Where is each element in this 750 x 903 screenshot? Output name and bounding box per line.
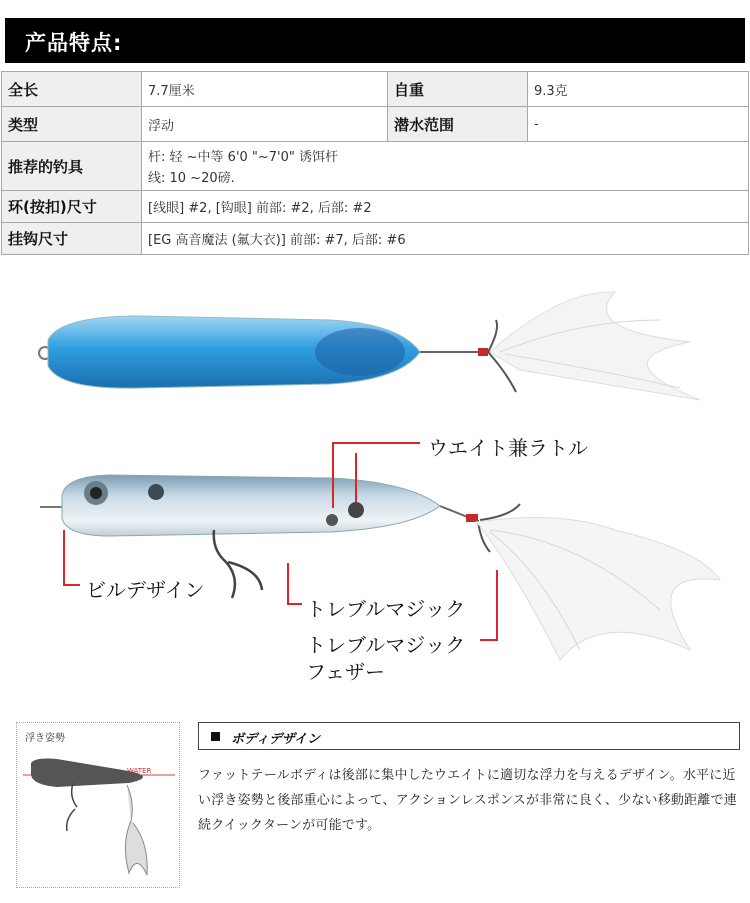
length-value: 7.7厘米 [142, 72, 388, 107]
posture-drawing [17, 723, 181, 889]
square-bullet-icon [211, 732, 220, 741]
header-bar [5, 18, 745, 63]
depth-label: 潜水范围 [388, 107, 528, 142]
weight-label: 自重 [388, 72, 528, 107]
top-lure [39, 292, 700, 400]
product-illustration [0, 280, 750, 690]
ring-label: 环(按扣)尺寸 [2, 191, 142, 223]
table-row [2, 107, 749, 142]
weight-value: 9.3克 [528, 72, 749, 107]
table-row [2, 72, 749, 107]
hook-value: [EG 高音魔法 (氟大衣)] 前部: #7, 后部: #6 [142, 223, 749, 255]
table-row [2, 223, 749, 255]
section-header [198, 722, 740, 750]
callout-weight-rattle: ウエイト兼ラトル [428, 436, 588, 460]
type-label: 类型 [2, 107, 142, 142]
tackle-value [142, 142, 749, 191]
table-row [2, 191, 749, 223]
length-label: 全长 [2, 72, 142, 107]
tackle-line: 线: 10 ~20磅. [148, 171, 235, 186]
body-design-description: ファットテールボディは後部に集中したウエイトに適切な浮力を与えるデザイン。水平に近い浮き姿勢と後部重心によって、アクションレスポンスが非常に良く、少ない移動距離で連続クイックターンが可能です。 [198, 768, 737, 833]
callout-treble-magic-feather: トレブルマジック [306, 633, 466, 657]
callout-bill-design: ビルデザイン [86, 578, 205, 602]
water-label: WATER [127, 767, 152, 775]
spec-table [1, 71, 749, 255]
diagram-caption: 浮き姿勢 [25, 733, 65, 744]
table-row [2, 142, 749, 191]
type-value: 浮动 [142, 107, 388, 142]
floating-posture-diagram [16, 722, 180, 888]
section-title: ボディデザイン [231, 732, 321, 747]
ring-value: [线眼] #2, [钩眼] 前部: #2, 后部: #2 [142, 191, 749, 223]
callout-treble-magic: トレブルマジック [306, 597, 466, 621]
hook-label: 挂钩尺寸 [2, 223, 142, 255]
callout-feather: フェザー [306, 660, 385, 684]
tackle-label: 推荐的钓具 [2, 142, 142, 191]
page-title: 产品特点: [25, 31, 123, 55]
depth-value: - [528, 107, 749, 142]
tackle-rod: 杆: 轻 ~中等 6'0 "~7'0" 诱饵杆 [148, 150, 339, 165]
